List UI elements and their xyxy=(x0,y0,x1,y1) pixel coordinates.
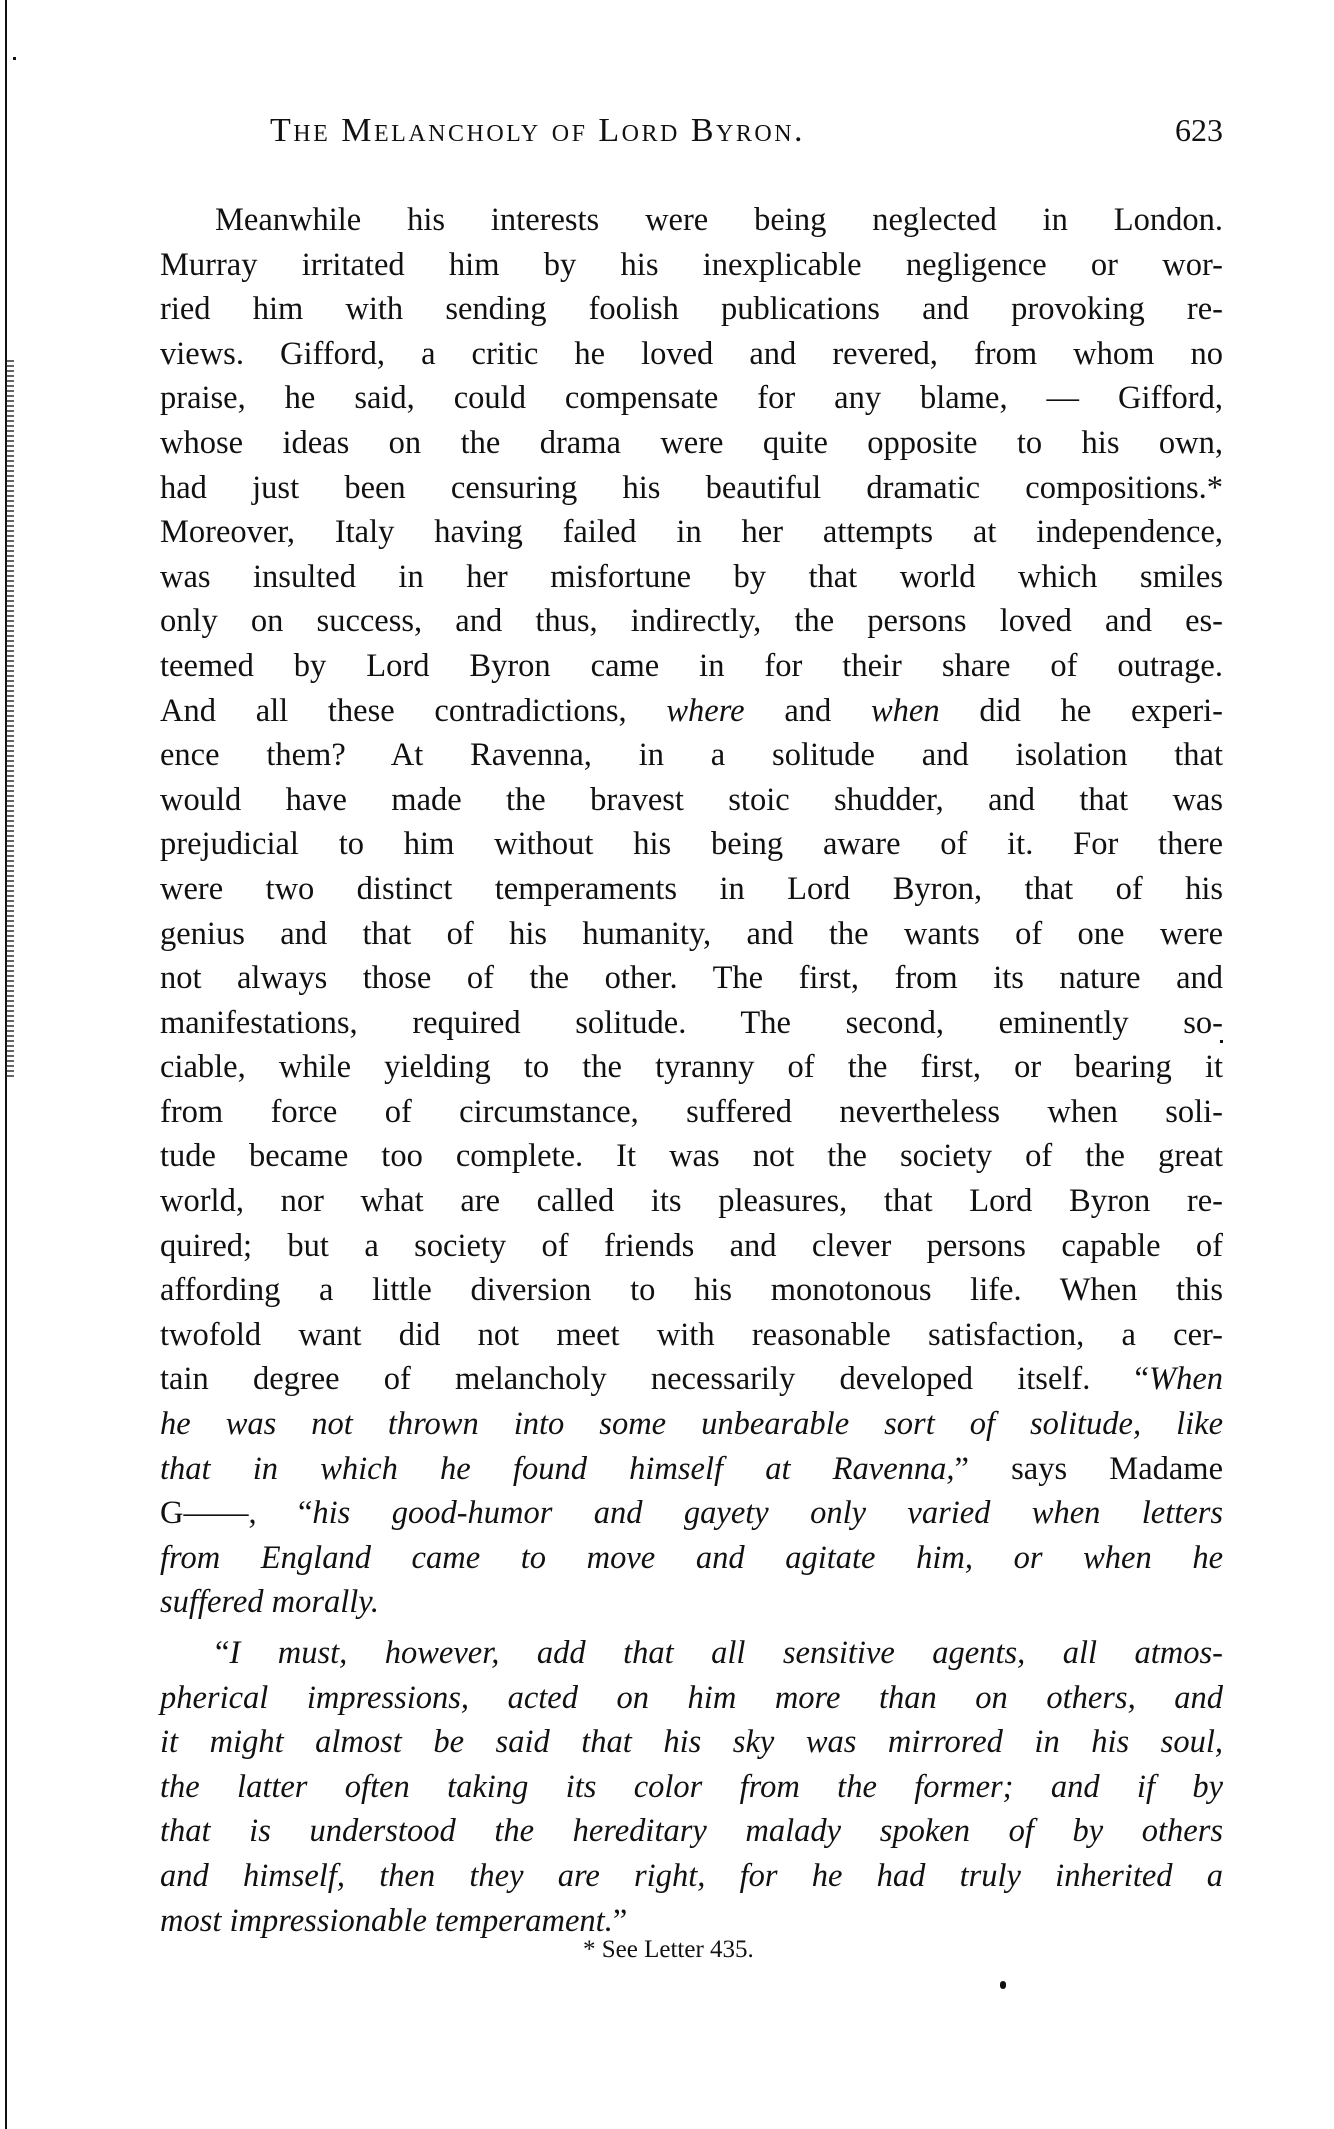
text-run: ried him with sending foolish publications and provoking re- xyxy=(160,291,1223,328)
text-run: affording a little diversion to his monotonous life. When this xyxy=(160,1272,1223,1309)
text-line xyxy=(160,1447,1223,1492)
running-title: The Melancholy of Lord Byron. xyxy=(270,112,806,149)
text-line xyxy=(160,421,1223,466)
text-run: ” says Madame xyxy=(954,1450,1223,1487)
text-line xyxy=(160,1536,1223,1581)
text-line xyxy=(160,1090,1223,1135)
text-run: only on success, and thus, indirectly, the persons loved and es- xyxy=(160,603,1223,640)
text-line xyxy=(160,912,1223,957)
italic-run: it might almost be said that his sky was mirrored in his soul, xyxy=(160,1724,1223,1761)
text-run: genius and that of his humanity, and the wants of one were xyxy=(160,915,1223,952)
text-line xyxy=(160,287,1223,332)
scan-speck xyxy=(13,57,16,60)
text-run: was insulted in her misfortune by that world which smiles xyxy=(160,558,1223,595)
text-run: from force of circumstance, suffered nevertheless when soli- xyxy=(160,1093,1223,1130)
text-run: Murray irritated him by his inexplicable negligence or wor- xyxy=(160,246,1223,283)
italic-run: pherical impressions, acted on him more than on others, and xyxy=(160,1679,1223,1716)
text-run: world, nor what are called its pleasures, that Lord Byron re- xyxy=(160,1183,1223,1220)
text-run: would have made the bravest stoic shudder, and that was xyxy=(160,781,1223,818)
text-line xyxy=(160,1580,1223,1625)
text-line xyxy=(160,599,1223,644)
text-run: views. Gifford, a critic he loved and revered, from whom no xyxy=(160,335,1223,372)
text-run: praise, he said, could compensate for any blame, — Gifford, xyxy=(160,380,1223,417)
text-line xyxy=(160,1045,1223,1090)
text-line xyxy=(160,376,1223,421)
page-number: 623 xyxy=(1175,112,1223,148)
text-line xyxy=(160,466,1223,511)
text-line xyxy=(160,733,1223,778)
text-run: had just been censuring his beautiful dramatic compositions.* xyxy=(160,469,1223,506)
text-line xyxy=(160,1357,1223,1402)
italic-run: the latter often taking its color from the former; and if by xyxy=(160,1768,1223,1805)
italic-run: where xyxy=(666,692,745,729)
text-line xyxy=(160,778,1223,823)
italic-run: his good-humor and gayety only varied when letters xyxy=(312,1495,1223,1532)
text-run: And all these contradictions, xyxy=(160,692,667,729)
text-run: “ xyxy=(215,1635,230,1671)
text-run: twofold want did not meet with reasonable satisfaction, a cer- xyxy=(160,1316,1223,1353)
italic-run: he was not thrown into some unbearable sort of solitude, like xyxy=(160,1406,1223,1443)
text-line xyxy=(160,555,1223,600)
text-line xyxy=(160,1313,1223,1358)
text-run: were two distinct temperaments in Lord Byron, that of his xyxy=(160,870,1223,907)
text-line xyxy=(160,1268,1223,1313)
text-line xyxy=(160,510,1223,555)
text-line xyxy=(160,1676,1223,1721)
text-line xyxy=(160,1720,1223,1765)
italic-run: When xyxy=(1149,1361,1223,1398)
text-run: whose ideas on the drama were quite opposite to his own, xyxy=(160,424,1223,461)
text-line xyxy=(160,1854,1223,1899)
italic-run: I must, however, add that all sensitive agents, all atmos- xyxy=(229,1635,1223,1671)
footnote: * See Letter 435. xyxy=(583,1936,754,1963)
text-run: not always those of the other. The first, from its nature and xyxy=(160,960,1223,997)
text-line xyxy=(160,1179,1223,1224)
italic-run: when xyxy=(870,692,940,729)
text-line xyxy=(160,1134,1223,1179)
paragraph xyxy=(160,198,1223,1625)
text-line xyxy=(160,1491,1223,1536)
scan-edge-artifact xyxy=(0,0,14,2129)
text-run: tain degree of melancholy necessarily developed itself. “ xyxy=(160,1361,1149,1398)
italic-run: that is understood the hereditary malady spoken of by others xyxy=(160,1813,1223,1850)
text-line xyxy=(160,1765,1223,1810)
text-run: G——, “ xyxy=(160,1495,313,1532)
text-run: ” xyxy=(612,1902,628,1939)
text-line xyxy=(160,1402,1223,1447)
text-line xyxy=(160,332,1223,377)
text-line xyxy=(160,243,1223,288)
text-run: manifestations, required solitude. The second, eminently so- xyxy=(160,1004,1223,1041)
text-run: ence them? At Ravenna, in a solitude and isolation that xyxy=(160,737,1223,774)
scan-speck xyxy=(1000,1981,1006,1989)
text-line xyxy=(160,644,1223,689)
text-line xyxy=(160,956,1223,1001)
text-run: prejudicial to him without his being aware of it. For there xyxy=(160,826,1223,863)
italic-run: most impressionable temperament. xyxy=(160,1902,613,1939)
text-run: did he experi- xyxy=(939,692,1223,729)
italic-run: and himself, then they are right, for he had truly inherited a xyxy=(160,1857,1223,1894)
text-run: teemed by Lord Byron came in for their share of outrage. xyxy=(160,647,1223,684)
text-line xyxy=(160,822,1223,867)
text-line xyxy=(160,198,1223,243)
text-line xyxy=(160,1224,1223,1269)
text-run: and xyxy=(744,692,871,729)
body-text xyxy=(160,198,1223,1943)
text-run: quired; but a society of friends and clever persons capable of xyxy=(160,1227,1223,1264)
page-header xyxy=(160,112,1223,156)
text-line xyxy=(160,1809,1223,1854)
italic-run: suffered morally. xyxy=(160,1584,380,1621)
text-line xyxy=(160,867,1223,912)
text-line xyxy=(160,1001,1223,1046)
text-run: Meanwhile his interests were being neglected in London. xyxy=(215,202,1223,238)
text-run: Moreover, Italy having failed in her attempts at independence, xyxy=(160,514,1223,551)
text-run: ciable, while yielding to the tyranny of the first, or bearing it xyxy=(160,1049,1223,1086)
italic-run: from England came to move and agitate him, or when he xyxy=(160,1539,1223,1576)
paragraph xyxy=(160,1631,1223,1943)
text-line xyxy=(160,1631,1223,1676)
text-line xyxy=(160,689,1223,734)
text-run: tude became too complete. It was not the society of the great xyxy=(160,1138,1223,1175)
italic-run: that in which he found himself at Ravenna, xyxy=(160,1450,955,1487)
